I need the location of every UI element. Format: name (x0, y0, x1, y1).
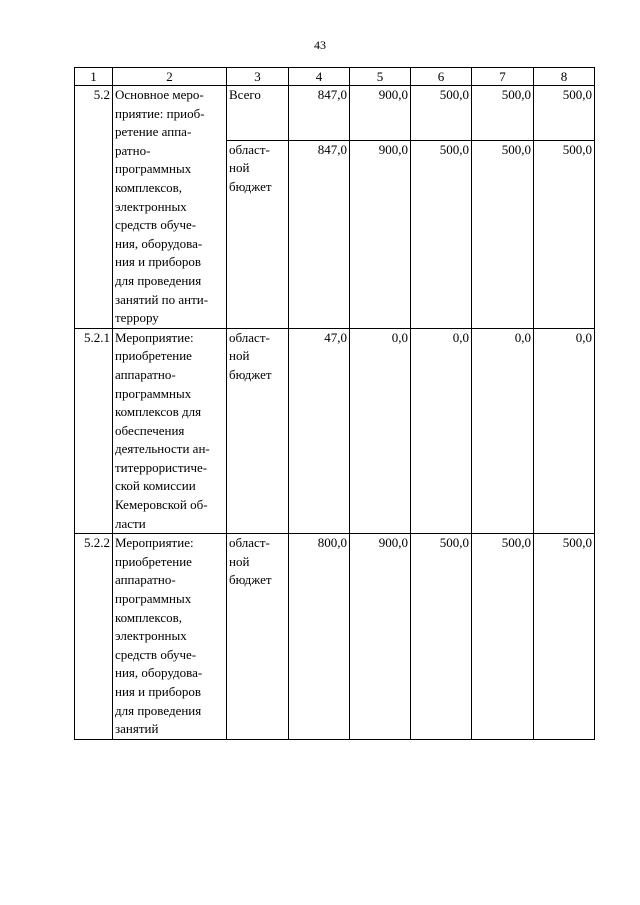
value-cell: 900,0 (350, 86, 411, 141)
item-name-line: деятельности ан- (115, 441, 210, 457)
funding-source-line: Всего (229, 87, 261, 102)
item-name-line: ласти (115, 515, 146, 531)
item-name-line: террору (115, 310, 159, 326)
item-name-line: Мероприятие: (115, 535, 194, 551)
column-number-header: 8 (534, 68, 595, 86)
item-name-line: обеспечения (115, 422, 185, 438)
item-name (113, 328, 227, 534)
value-cell: 500,0 (472, 534, 534, 740)
value-cell: 900,0 (350, 534, 411, 740)
column-number-header: 5 (350, 68, 411, 86)
value-cell: 500,0 (411, 86, 472, 141)
value-cell: 847,0 (289, 86, 350, 141)
item-name-line: средств обуче- (115, 646, 197, 662)
page-number: 43 (314, 38, 326, 52)
funding-source (227, 86, 289, 141)
value-cell: 0,0 (472, 328, 534, 534)
item-name-line: аппаратно- (115, 366, 176, 382)
item-name-line: программных (115, 161, 192, 177)
value-cell: 500,0 (534, 140, 595, 328)
item-name-line: Мероприятие: (115, 329, 194, 345)
item-name (113, 86, 227, 329)
funding-source-line: област- (229, 535, 270, 551)
item-name-line: средств обуче- (115, 217, 197, 233)
item-name-line: аппаратно- (115, 572, 176, 588)
item-name-line: ретение аппа- (115, 124, 192, 140)
value-cell: 0,0 (350, 328, 411, 534)
value-cell: 800,0 (289, 534, 350, 740)
table-row (75, 86, 595, 141)
column-number-header: 7 (472, 68, 534, 86)
item-name-line: ния, оборудова- (115, 235, 203, 251)
item-name-line: комплексов для (115, 404, 202, 420)
table-header-row (75, 68, 595, 86)
value-cell: 500,0 (472, 140, 534, 328)
funding-source-line: бюджет (229, 366, 272, 382)
funding-source (227, 140, 289, 328)
item-name-line: ния, оборудова- (115, 665, 203, 681)
item-name-line: ской комиссии (115, 478, 196, 494)
item-name-line: титеррористиче- (115, 459, 208, 475)
value-cell: 847,0 (289, 140, 350, 328)
item-name-line: ратно- (115, 142, 151, 158)
value-cell: 47,0 (289, 328, 350, 534)
funding-source-line: област- (229, 329, 270, 345)
funding-source (227, 328, 289, 534)
value-cell: 0,0 (411, 328, 472, 534)
item-name-line: Основное меро- (115, 87, 204, 102)
item-name-line: электронных (115, 198, 187, 214)
item-name-line: ния и приборов (115, 684, 202, 699)
funding-source-line: област- (229, 141, 270, 157)
value-cell: 500,0 (534, 86, 595, 141)
column-number-header: 1 (75, 68, 113, 86)
funding-source-line: ной (229, 553, 250, 569)
item-code: 5.2.1 (75, 328, 113, 534)
item-name-line: приятие: приоб- (115, 105, 205, 121)
item-name-line: ния и приборов (115, 254, 202, 270)
item-name-line: программных (115, 591, 192, 607)
item-name-line: для проведения (115, 272, 202, 288)
item-name-line: приобретение (115, 348, 192, 364)
column-number-header: 3 (227, 68, 289, 86)
item-code: 5.2 (75, 86, 113, 329)
value-cell: 500,0 (411, 534, 472, 740)
table-row (75, 328, 595, 534)
value-cell: 500,0 (411, 140, 472, 328)
funding-source-line: ной (229, 160, 250, 176)
funding-source-line: ной (229, 348, 250, 364)
funding-source-line: бюджет (229, 178, 272, 194)
budget-table (74, 67, 595, 740)
item-name-line: Кемеровской об- (115, 497, 208, 513)
item-name (113, 534, 227, 740)
column-number-header: 2 (113, 68, 227, 86)
item-name-line: комплексов, (115, 609, 182, 625)
item-name-line: занятий (115, 721, 159, 737)
item-name-line: приобретение (115, 553, 192, 569)
column-number-header: 4 (289, 68, 350, 86)
item-name-line: программных (115, 385, 192, 401)
item-name-line: занятий по анти- (115, 291, 209, 307)
item-name-line: для проведения (115, 702, 202, 718)
funding-source-line: бюджет (229, 572, 272, 588)
value-cell: 500,0 (534, 534, 595, 740)
value-cell: 0,0 (534, 328, 595, 534)
value-cell: 900,0 (350, 140, 411, 328)
value-cell: 500,0 (472, 86, 534, 141)
funding-source (227, 534, 289, 740)
column-number-header: 6 (411, 68, 472, 86)
item-name-line: электронных (115, 628, 187, 644)
item-name-line: комплексов, (115, 179, 182, 195)
item-code: 5.2.2 (75, 534, 113, 740)
table-row (75, 534, 595, 740)
